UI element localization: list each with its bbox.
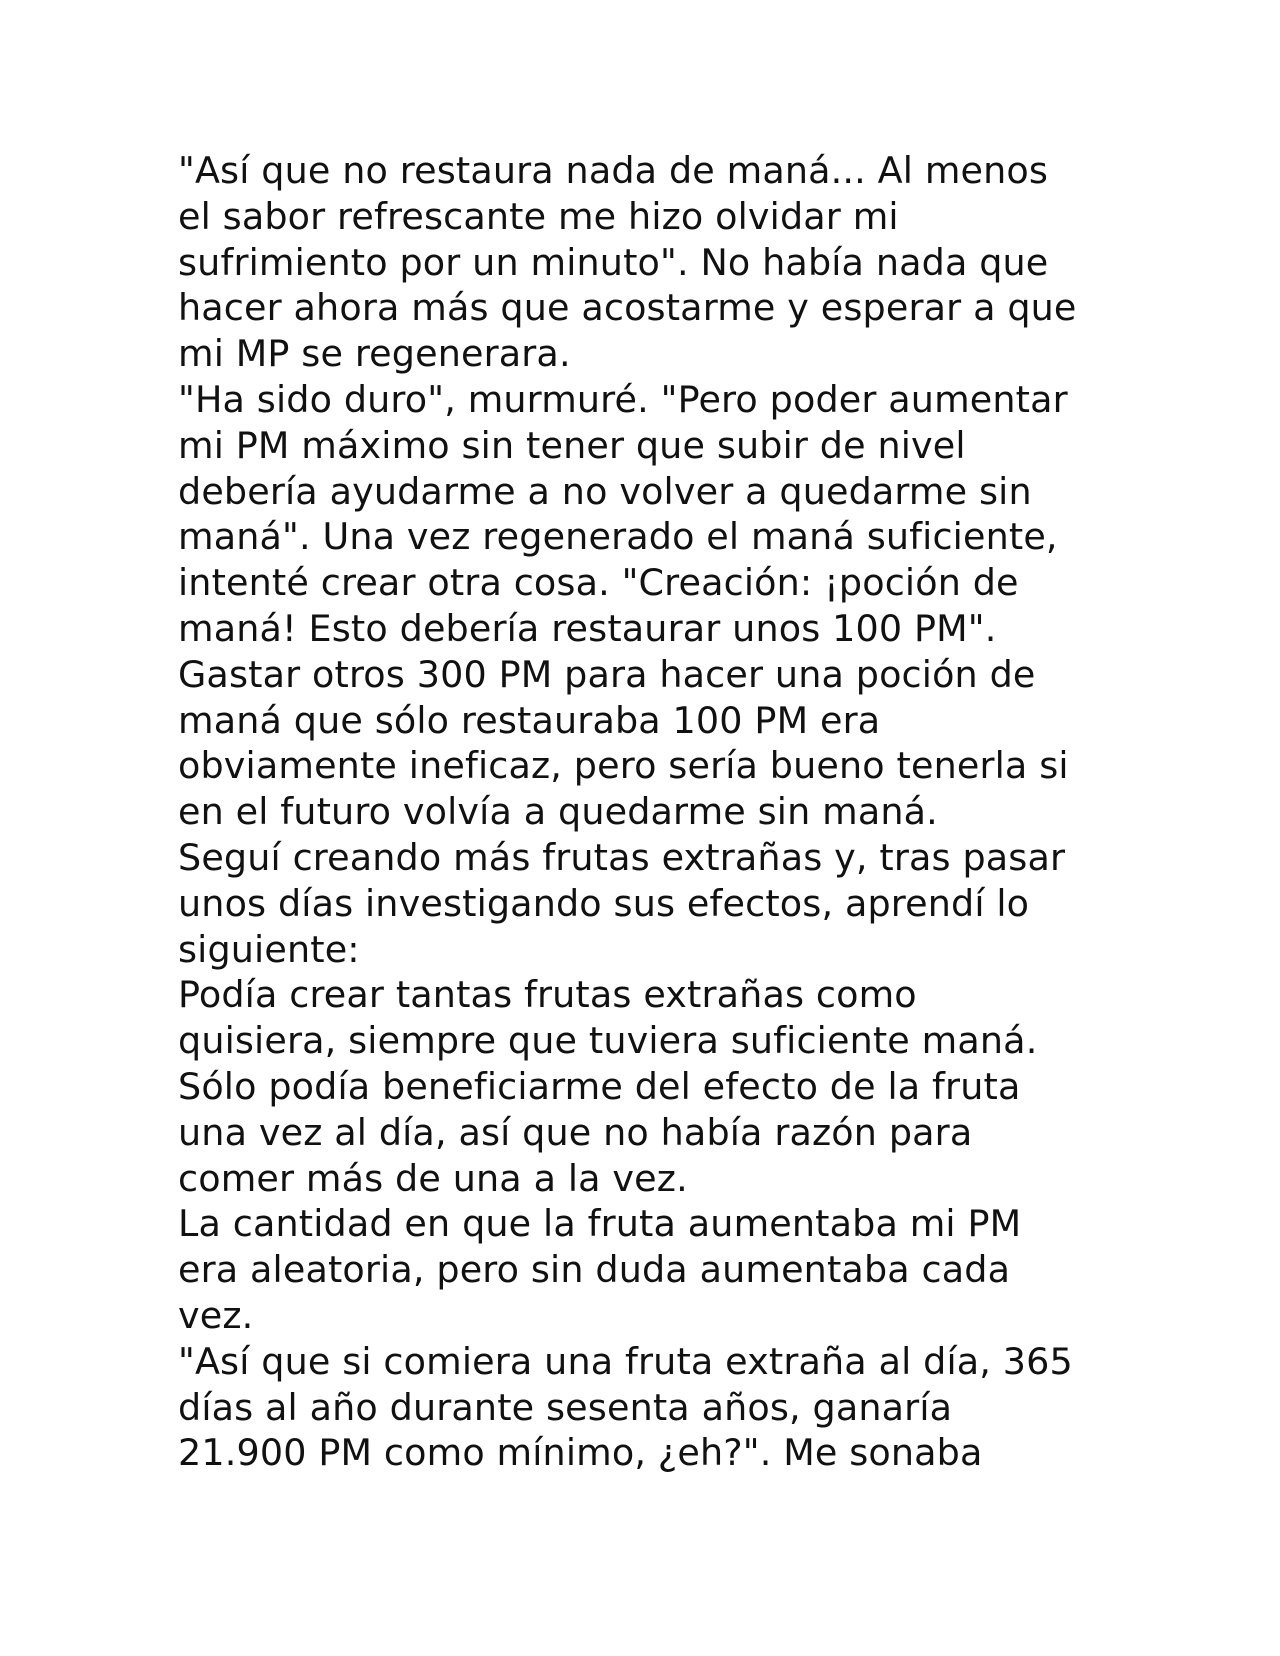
text-line: maná". Una vez regenerado el maná suficiente,	[178, 515, 1058, 559]
text-line: maná que sólo restauraba 100 PM era	[178, 698, 881, 742]
text-line: debería ayudarme a no volver a quedarme sin	[178, 469, 1032, 513]
text-line: Podía crear tantas frutas extrañas como	[178, 973, 917, 1017]
text-line: unos días investigando sus efectos, aprendí lo	[178, 881, 1030, 925]
text-line: el sabor refrescante me hizo olvidar mi	[178, 194, 899, 238]
text-line: días al año durante sesenta años, ganaría	[178, 1385, 953, 1429]
text-line: quisiera, siempre que tuviera suficiente maná.	[178, 1019, 1038, 1063]
text-line: Seguí creando más frutas extrañas y, tras pasar	[178, 835, 1066, 879]
text-line: en el futuro volvía a quedarme sin maná.	[178, 790, 938, 834]
text-line: "Ha sido duro", murmuré. "Pero poder aumentar	[178, 377, 1068, 421]
text-line: hacer ahora más que acostarme y esperar a que	[178, 286, 1077, 330]
text-line: maná! Esto debería restaurar unos 100 PM".	[178, 606, 997, 650]
text-line: "Así que no restaura nada de maná... Al menos	[178, 149, 1049, 192]
text-line: intenté crear otra cosa. "Creación: ¡poción de	[178, 561, 1019, 605]
text-line: 21.900 PM como mínimo, ¿eh?". Me sonaba	[178, 1431, 983, 1475]
text-line: "Así que si comiera una fruta extraña al día, 365	[178, 1339, 1073, 1383]
text-line: vez.	[178, 1293, 254, 1337]
text-line: sufrimiento por un minuto". No había nada que	[178, 240, 1049, 284]
text-line: comer más de una a la vez.	[178, 1156, 688, 1200]
text-line: mi PM máximo sin tener que subir de nivel	[178, 423, 966, 467]
text-line: obviamente ineficaz, pero sería bueno tenerla si	[178, 744, 1069, 788]
text-line: siguiente:	[178, 927, 360, 971]
text-line: La cantidad en que la fruta aumentaba mi PM	[178, 1202, 1022, 1246]
text-line: una vez al día, así que no había razón para	[178, 1110, 973, 1154]
text-line: mi MP se regenerara.	[178, 332, 571, 376]
text-line: Sólo podía beneficiarme del efecto de la fruta	[178, 1064, 1021, 1108]
text-line: era aleatoria, pero sin duda aumentaba cada	[178, 1248, 1011, 1292]
text-line: Gastar otros 300 PM para hacer una poción de	[178, 652, 1036, 696]
body-text	[178, 148, 1118, 1476]
